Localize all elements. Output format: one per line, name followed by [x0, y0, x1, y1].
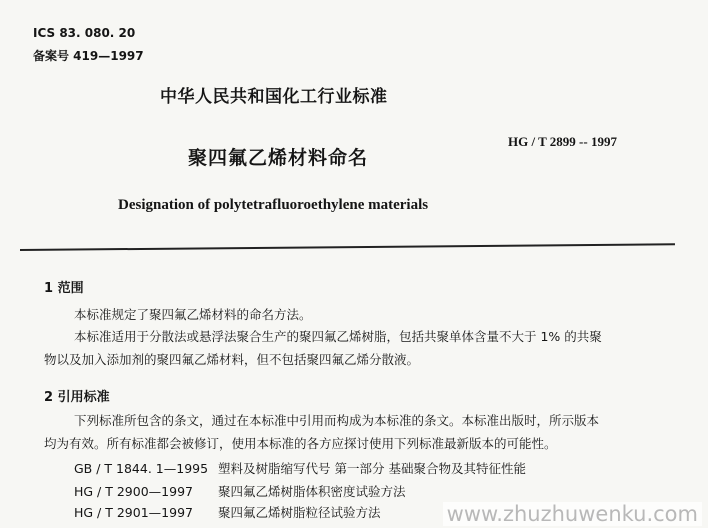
- ics-code: ICS 83. 080. 20: [33, 26, 136, 40]
- references-line-2: 均为有效。所有标准都会被修订，使用本标准的各方应探讨使用下列标准最新版本的可能性。: [44, 436, 557, 451]
- reference-name: 聚四氟乙烯树脂体积密度试验方法: [218, 484, 406, 499]
- section-heading-references: 2 引用标准: [44, 390, 110, 405]
- scope-line-2: 本标准适用于分散法或悬浮法聚合生产的聚四氟乙烯树脂，包括共聚单体含量不大于 1% 的共聚: [74, 329, 602, 344]
- reference-item: [74, 503, 381, 521]
- reference-code: HG / T 2901—1997: [74, 505, 193, 520]
- site-watermark: www.zhuzhuwenku.com: [443, 502, 702, 526]
- industry-standard-heading: 中华人民共和国化工行业标准: [160, 87, 388, 107]
- document-title-en: Designation of polytetrafluoroethylene materials: [118, 197, 429, 213]
- record-number: 备案号 419—1997: [33, 49, 144, 63]
- reference-code: HG / T 2900—1997: [74, 484, 193, 499]
- reference-item: [74, 459, 526, 477]
- references-line-1: 下列标准所包含的条文，通过在本标准中引用而构成为本标准的条文。本标准出版时，所示版本: [74, 413, 600, 428]
- document-title-cn: 聚四氟乙烯材料命名: [188, 147, 369, 169]
- scope-line-1: 本标准规定了聚四氟乙烯材料的命名方法。: [74, 307, 312, 322]
- section-heading-scope: 1 范围: [44, 281, 84, 296]
- reference-name: 聚四氟乙烯树脂粒径试验方法: [218, 505, 381, 520]
- header-divider: [20, 243, 675, 251]
- reference-item: [74, 482, 406, 500]
- scope-line-3: 物以及加入添加剂的聚四氟乙烯材料，但不包括聚四氟乙烯分散液。: [44, 352, 420, 367]
- standard-number: HG / T 2899 -- 1997: [508, 134, 617, 149]
- reference-name: 塑料及树脂缩写代号 第一部分 基础聚合物及其特征性能: [218, 461, 526, 476]
- reference-code: GB / T 1844. 1—1995: [74, 461, 209, 476]
